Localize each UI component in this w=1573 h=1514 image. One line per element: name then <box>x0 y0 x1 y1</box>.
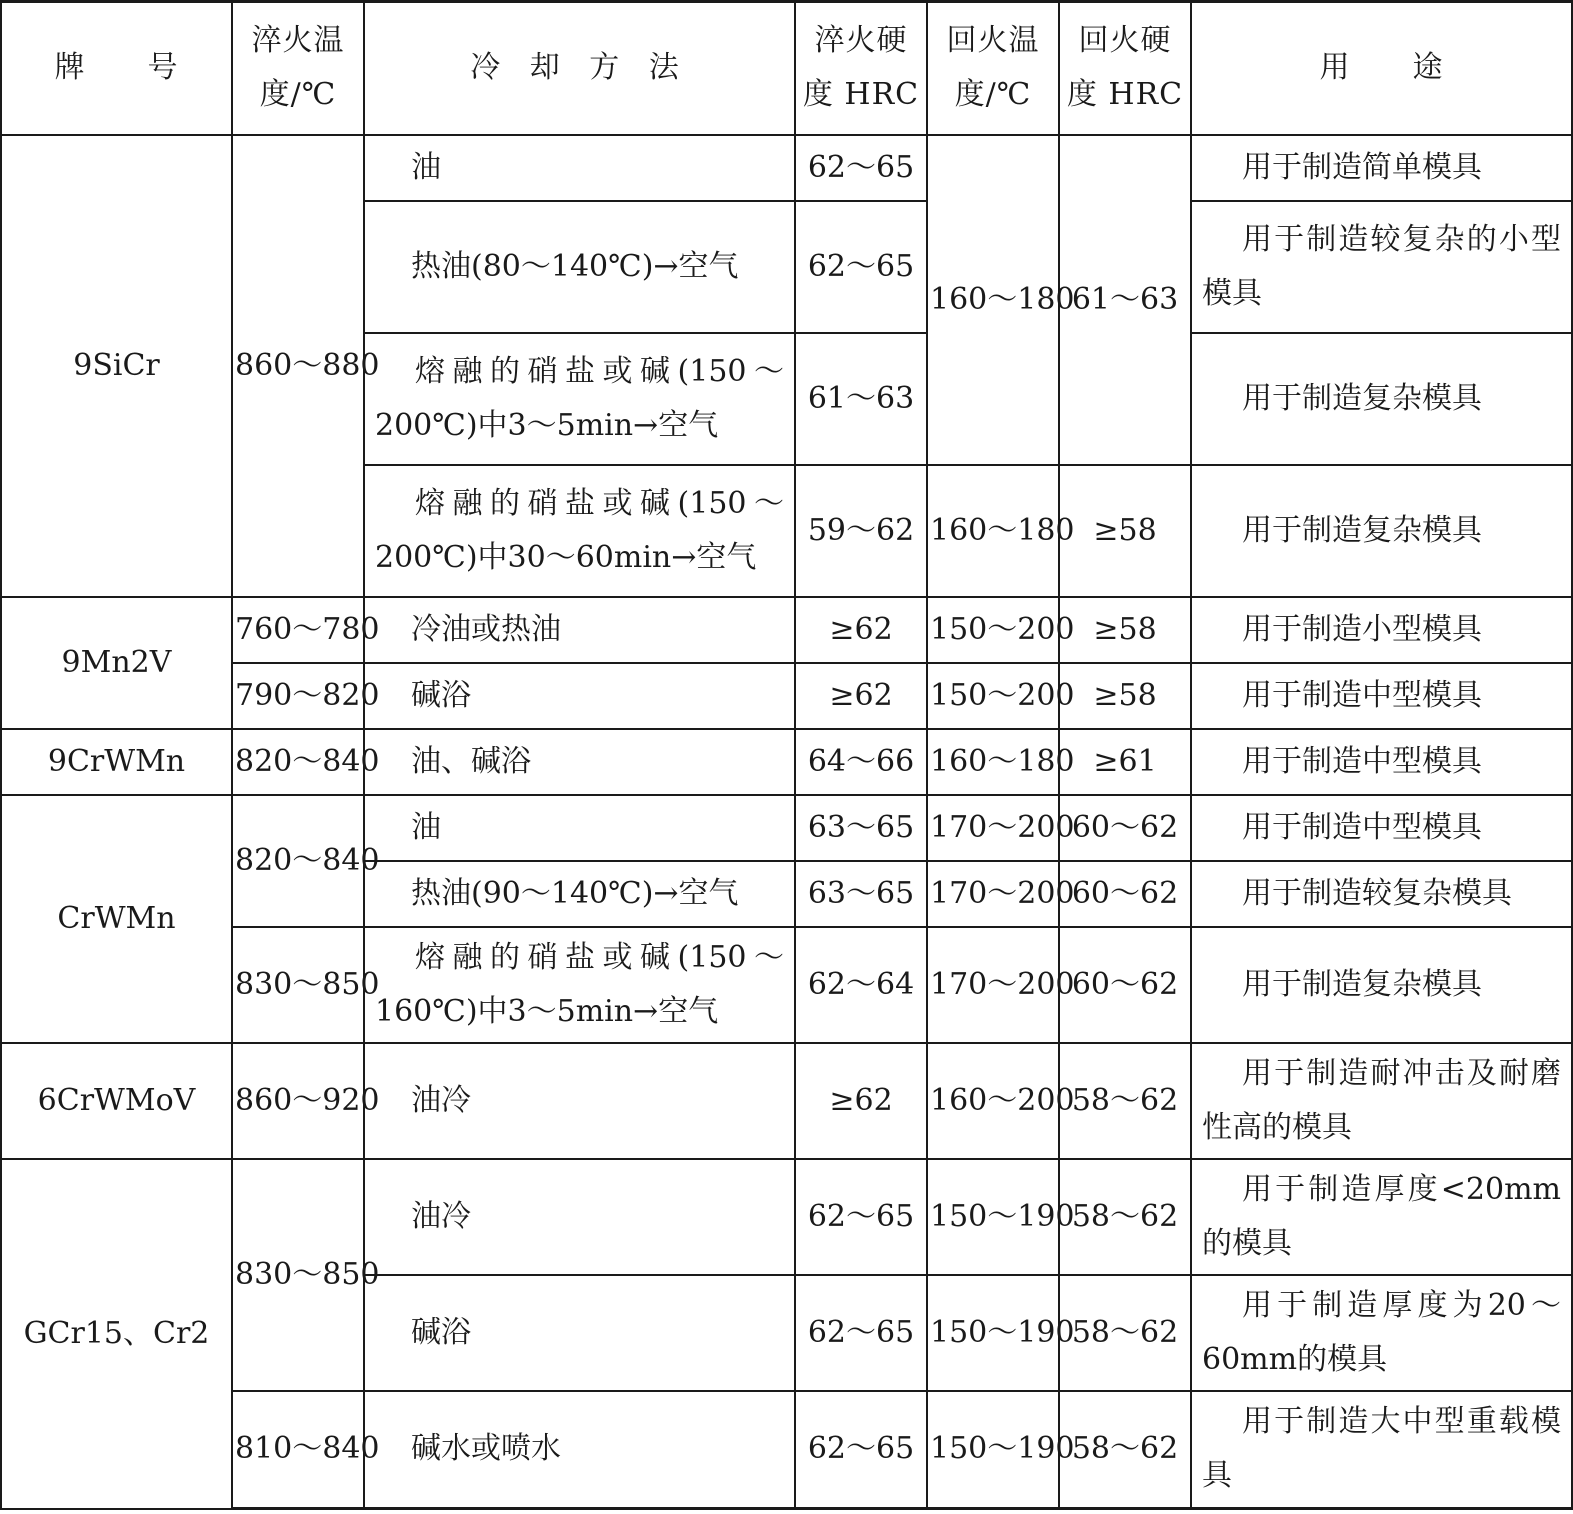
quench-hardness-cell: 64～66 <box>795 729 927 795</box>
grade-cell: 9CrWMn <box>1 729 232 795</box>
temper-hardness-cell: 58～62 <box>1059 1159 1191 1275</box>
temper-hardness-cell: 58～62 <box>1059 1391 1191 1509</box>
use-cell: 用于制造中型模具 <box>1191 663 1572 729</box>
temper-hardness-cell: ≥58 <box>1059 597 1191 663</box>
quench-hardness-cell: 59～62 <box>795 465 927 597</box>
temper-temp-cell: 160～200 <box>927 1043 1059 1159</box>
temper-temp-cell: 150～190 <box>927 1391 1059 1509</box>
grade-cell: 9SiCr <box>1 135 232 597</box>
quench-temp-cell: 810～840 <box>232 1391 364 1509</box>
header-grade: 牌 号 <box>1 2 232 135</box>
grade-cell: GCr15、Cr2 <box>1 1159 232 1509</box>
header-temper-temp: 回火温度/℃ <box>927 2 1059 135</box>
quench-temp-cell: 860～880 <box>232 135 364 597</box>
temper-temp-cell: 150～200 <box>927 597 1059 663</box>
temper-hardness-cell: 61～63 <box>1059 135 1191 465</box>
header-quench-temp: 淬火温度/℃ <box>232 2 364 135</box>
cooling-cell: 油冷 <box>364 1043 795 1159</box>
quench-temp-cell: 760～780 <box>232 597 364 663</box>
header-cooling-method: 冷 却 方 法 <box>364 2 795 135</box>
quench-temp-cell: 790～820 <box>232 663 364 729</box>
temper-hardness-cell: ≥61 <box>1059 729 1191 795</box>
temper-temp-cell: 160～180 <box>927 465 1059 597</box>
temper-temp-cell: 160～180 <box>927 729 1059 795</box>
grade-cell: 9Mn2V <box>1 597 232 729</box>
temper-temp-cell: 150～200 <box>927 663 1059 729</box>
use-cell: 用于制造小型模具 <box>1191 597 1572 663</box>
quench-hardness-cell: 62～65 <box>795 1391 927 1509</box>
quench-hardness-cell: 63～65 <box>795 795 927 861</box>
table-header-row <box>1 2 1572 135</box>
cooling-cell: 油冷 <box>364 1159 795 1275</box>
use-cell: 用于制造中型模具 <box>1191 729 1572 795</box>
table-row <box>1 927 1572 1043</box>
header-quench-hardness: 淬火硬度 HRC <box>795 2 927 135</box>
table-row <box>1 1391 1572 1509</box>
cooling-cell: 油、碱浴 <box>364 729 795 795</box>
grade-cell: CrWMn <box>1 795 232 1043</box>
quench-hardness-cell: 62～65 <box>795 135 927 201</box>
use-cell: 用于制造大中型重载模具 <box>1191 1391 1572 1509</box>
use-cell: 用于制造中型模具 <box>1191 795 1572 861</box>
quench-temp-cell: 830～850 <box>232 1159 364 1391</box>
temper-temp-cell: 150～190 <box>927 1275 1059 1391</box>
use-cell: 用于制造厚度为20～60mm的模具 <box>1191 1275 1572 1391</box>
quench-temp-cell: 820～840 <box>232 729 364 795</box>
quench-hardness-cell: 62～65 <box>795 201 927 333</box>
temper-hardness-cell: 60～62 <box>1059 861 1191 927</box>
quench-temp-cell: 820～840 <box>232 795 364 927</box>
quench-hardness-cell: ≥62 <box>795 597 927 663</box>
cooling-cell: 油 <box>364 795 795 861</box>
temper-hardness-cell: 60～62 <box>1059 927 1191 1043</box>
cooling-cell: 冷油或热油 <box>364 597 795 663</box>
quench-hardness-cell: 62～65 <box>795 1275 927 1391</box>
quench-hardness-cell: ≥62 <box>795 1043 927 1159</box>
table-row <box>1 795 1572 861</box>
cooling-cell: 热油(90～140℃)→空气 <box>364 861 795 927</box>
table-row <box>1 1159 1572 1275</box>
use-cell: 用于制造较复杂的小型模具 <box>1191 201 1572 333</box>
quench-temp-cell: 860～920 <box>232 1043 364 1159</box>
table-row <box>1 729 1572 795</box>
quench-temp-cell: 830～850 <box>232 927 364 1043</box>
quench-hardness-cell: 62～64 <box>795 927 927 1043</box>
use-cell: 用于制造复杂模具 <box>1191 333 1572 465</box>
use-cell: 用于制造耐冲击及耐磨性高的模具 <box>1191 1043 1572 1159</box>
temper-hardness-cell: 60～62 <box>1059 795 1191 861</box>
grade-cell: 6CrWMoV <box>1 1043 232 1159</box>
temper-hardness-cell: 58～62 <box>1059 1043 1191 1159</box>
cooling-cell: 油 <box>364 135 795 201</box>
quench-hardness-cell: 63～65 <box>795 861 927 927</box>
quench-hardness-cell: ≥62 <box>795 663 927 729</box>
temper-temp-cell: 170～200 <box>927 927 1059 1043</box>
table-row <box>1 663 1572 729</box>
temper-hardness-cell: 58～62 <box>1059 1275 1191 1391</box>
table-row <box>1 1043 1572 1159</box>
cooling-cell: 熔融的硝盐或碱(150～200℃)中30～60min→空气 <box>364 465 795 597</box>
temper-temp-cell: 150～190 <box>927 1159 1059 1275</box>
table-row <box>1 597 1572 663</box>
temper-hardness-cell: ≥58 <box>1059 465 1191 597</box>
header-use: 用 途 <box>1191 2 1572 135</box>
temper-hardness-cell: ≥58 <box>1059 663 1191 729</box>
temper-temp-cell: 160～180 <box>927 135 1059 465</box>
quench-hardness-cell: 61～63 <box>795 333 927 465</box>
use-cell: 用于制造较复杂模具 <box>1191 861 1572 927</box>
use-cell: 用于制造厚度<20mm的模具 <box>1191 1159 1572 1275</box>
use-cell: 用于制造复杂模具 <box>1191 927 1572 1043</box>
temper-temp-cell: 170～200 <box>927 795 1059 861</box>
cooling-cell: 碱浴 <box>364 1275 795 1391</box>
cooling-cell: 熔融的硝盐或碱(150～160℃)中3～5min→空气 <box>364 927 795 1043</box>
use-cell: 用于制造复杂模具 <box>1191 465 1572 597</box>
cooling-cell: 碱浴 <box>364 663 795 729</box>
cooling-cell: 热油(80～140℃)→空气 <box>364 201 795 333</box>
quench-hardness-cell: 62～65 <box>795 1159 927 1275</box>
cooling-cell: 碱水或喷水 <box>364 1391 795 1509</box>
temper-temp-cell: 170～200 <box>927 861 1059 927</box>
table-row <box>1 135 1572 201</box>
use-cell: 用于制造简单模具 <box>1191 135 1572 201</box>
header-temper-hardness: 回火硬度 HRC <box>1059 2 1191 135</box>
cooling-cell: 熔融的硝盐或碱(150～200℃)中3～5min→空气 <box>364 333 795 465</box>
